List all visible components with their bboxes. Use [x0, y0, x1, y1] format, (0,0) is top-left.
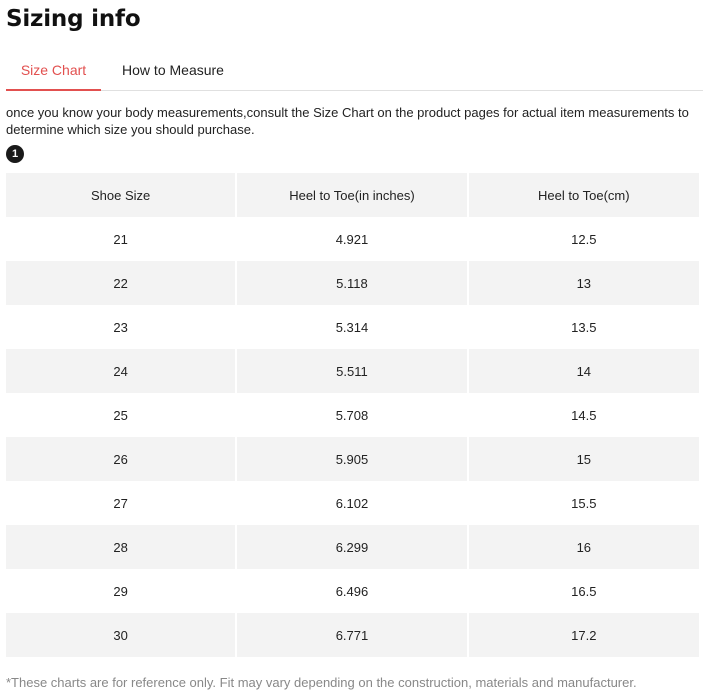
tab-how-to-measure[interactable]: How to Measure: [122, 62, 224, 78]
header-heel-to-toe-cm: Heel to Toe(cm): [469, 173, 699, 217]
cell-heel-to-toe-inches: 5.511: [237, 349, 466, 393]
cell-shoe-size: 22: [6, 261, 235, 305]
table-header-row: [6, 173, 699, 217]
table-row: [6, 437, 699, 481]
header-shoe-size: Shoe Size: [6, 173, 235, 217]
tab-bar: [6, 55, 703, 91]
table-row: [6, 481, 699, 525]
disclaimer-footnote: *These charts are for reference only. Fit may vary depending on the construction, materials and manufacturer.: [6, 675, 637, 690]
cell-heel-to-toe-cm: 15.5: [469, 481, 699, 525]
table-row: [6, 393, 699, 437]
cell-heel-to-toe-inches: 6.299: [237, 525, 466, 569]
cell-shoe-size: 30: [6, 613, 235, 657]
table-body: [6, 217, 699, 657]
cell-heel-to-toe-cm: 17.2: [469, 613, 699, 657]
page-title: Sizing info: [6, 6, 141, 32]
cell-heel-to-toe-inches: 6.496: [237, 569, 466, 613]
cell-shoe-size: 27: [6, 481, 235, 525]
cell-shoe-size: 21: [6, 217, 235, 261]
cell-heel-to-toe-cm: 15: [469, 437, 699, 481]
cell-shoe-size: 24: [6, 349, 235, 393]
cell-heel-to-toe-cm: 13.5: [469, 305, 699, 349]
table-row: [6, 525, 699, 569]
tab-size-chart[interactable]: Size Chart: [6, 55, 101, 91]
table-row: [6, 261, 699, 305]
cell-shoe-size: 29: [6, 569, 235, 613]
table-row: [6, 569, 699, 613]
cell-shoe-size: 23: [6, 305, 235, 349]
cell-shoe-size: 25: [6, 393, 235, 437]
cell-heel-to-toe-cm: 12.5: [469, 217, 699, 261]
cell-shoe-size: 28: [6, 525, 235, 569]
table-row: [6, 349, 699, 393]
size-chart-table: [4, 173, 701, 657]
cell-heel-to-toe-inches: 6.102: [237, 481, 466, 525]
cell-heel-to-toe-inches: 5.905: [237, 437, 466, 481]
cell-heel-to-toe-cm: 16: [469, 525, 699, 569]
cell-heel-to-toe-inches: 5.314: [237, 305, 466, 349]
cell-heel-to-toe-cm: 13: [469, 261, 699, 305]
step-number-badge: 1: [6, 145, 24, 163]
cell-heel-to-toe-cm: 14.5: [469, 393, 699, 437]
cell-heel-to-toe-inches: 4.921: [237, 217, 466, 261]
cell-heel-to-toe-inches: 6.771: [237, 613, 466, 657]
description-text: once you know your body measurements,consult the Size Chart on the product pages for actual item measurements to determine which size you should purchase.: [6, 105, 689, 137]
table-row: [6, 217, 699, 261]
cell-heel-to-toe-cm: 14: [469, 349, 699, 393]
table-row: [6, 613, 699, 657]
header-heel-to-toe-inches: Heel to Toe(in inches): [237, 173, 466, 217]
cell-heel-to-toe-inches: 5.708: [237, 393, 466, 437]
table-row: [6, 305, 699, 349]
cell-heel-to-toe-inches: 5.118: [237, 261, 466, 305]
cell-heel-to-toe-cm: 16.5: [469, 569, 699, 613]
cell-shoe-size: 26: [6, 437, 235, 481]
